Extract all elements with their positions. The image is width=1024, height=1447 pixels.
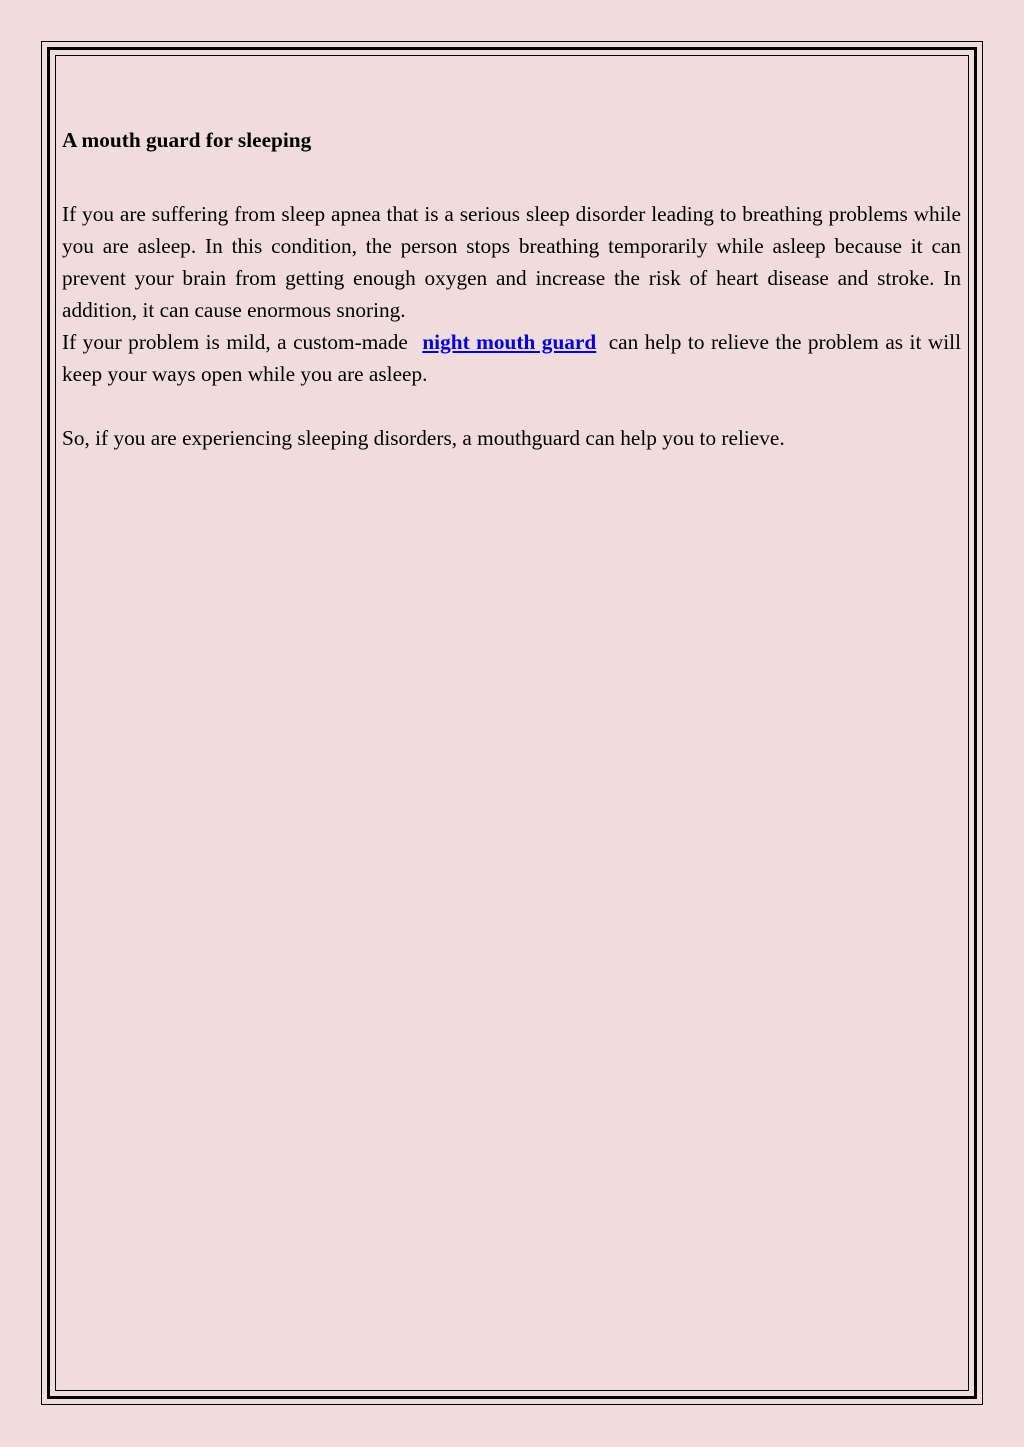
paragraph-sleep-apnea: If you are suffering from sleep apnea that is a serious sleep disorder leading to breathing problems while you are asleep. In this condition, the person stops breathing temporarily while asleep because it can prevent your brain from getting enough oxygen and increase the risk of heart disease and stroke. In addition, it can cause enormous snoring.: [62, 202, 961, 322]
paragraph-mouth-guard: [62, 326, 961, 390]
document-body: [62, 124, 961, 454]
document-heading: A mouth guard for sleeping: [62, 128, 312, 152]
night-mouth-guard-link[interactable]: night mouth guard: [422, 330, 597, 354]
paragraph-text-after-link: can help to relieve the problem as it will keep your ways open while you are asleep.: [62, 330, 961, 386]
paragraph-text-before-link: If your problem is mild, a custom-made: [62, 330, 408, 354]
paragraph-conclusion: So, if you are experiencing sleeping disorders, a mouthguard can help you to relieve.: [62, 426, 785, 450]
